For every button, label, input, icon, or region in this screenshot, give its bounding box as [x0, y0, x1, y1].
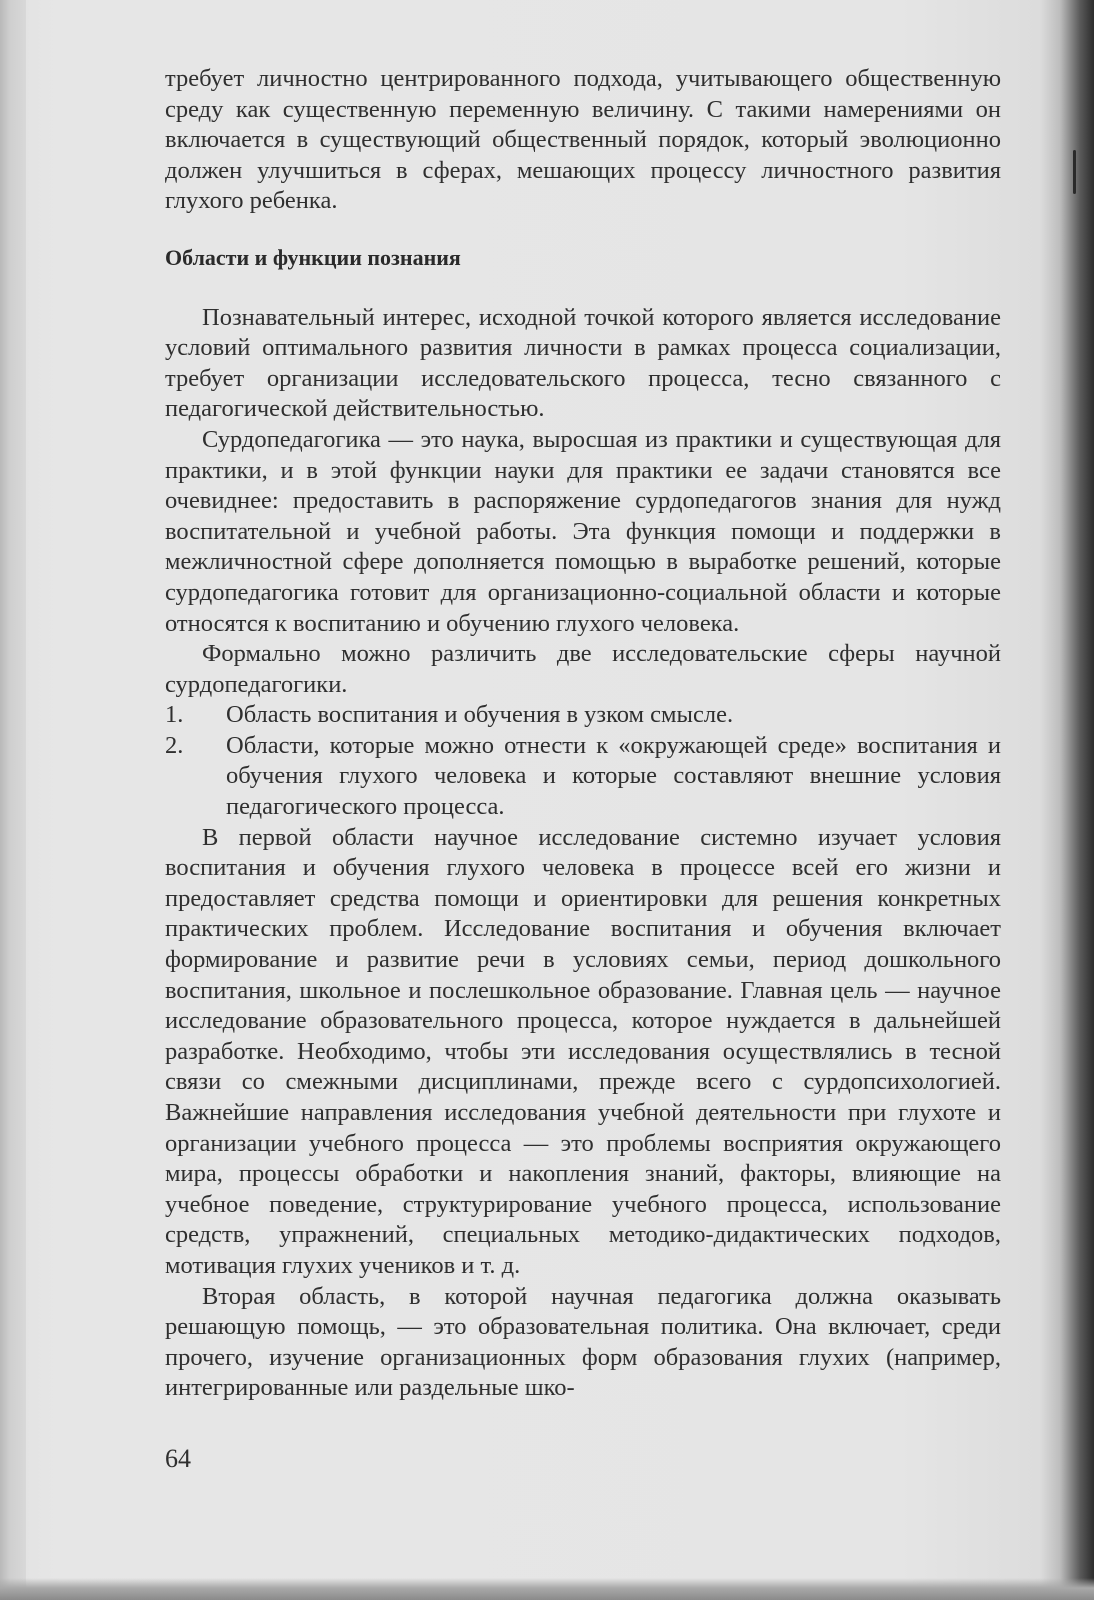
book-binding-edge — [0, 0, 26, 1600]
section-heading: Области и функции познания — [165, 244, 461, 270]
paragraph: Познавательный интерес, исходной точкой которого является исследование условий оптимального развития личности в рамках процесса социализации, требует организации исследовательского процесса, тесно связанного с педагогической действительностью. — [165, 303, 1001, 423]
list-item-number: 2. — [165, 731, 184, 759]
page-number: 64 — [165, 1444, 191, 1473]
numbered-list — [165, 700, 1001, 822]
paragraph: В первой области научное исследование системно изучает условия воспитания и обучения глухого человека в процессе всей его жизни и предоставляет средства помощи и ориентировки для решения конкретных практических проблем. Исследование воспитания и обучения включает формирование и развитие речи в условиях семьи, период дошкольного воспитания, школьное и послешкольное образование. Главная цель — научное исследование образовательного процесса, которое нуждается в дальнейшей разработке. Необходимо, чтобы эти исследования осуществлялись в тесной связи со смежными дисциплинами, прежде всего с сурдопсихологией. Важнейшие направления исследования учебной деятельности при глухоте и организации учебного процесса — это проблемы восприятия окружающего мира, процессы обработки и накопления знаний, факторы, влияющие на учебное поведение, структурирование учебного процесса, использование средств, упражнений, специальных методико-дидактических подходов, мотивация глухих учеников и т. д. — [165, 823, 1001, 1279]
paragraph: Формально можно различить две исследовательские сферы научной сурдопедагогики. — [165, 640, 1001, 698]
opening-paragraph: требует личностно центрированного подхода, учитывающего общественную среду как существенную переменную величину. С такими намерениями он включается в существующий общественный порядок, который эволюционно должен улучшиться в сферах, мешающих процессу личностного развития глухого ребенка. — [165, 65, 1001, 215]
list-item — [165, 731, 1001, 823]
page-bottom-shadow — [0, 1578, 1094, 1600]
margin-mark — [1073, 150, 1076, 194]
paragraph: Сурдопедагогика — это наука, выросшая из практики и существующая для практики, и в этой функции науки для практики ее задачи становятся все очевиднее: предоставить в распоряжение сурдопедагогов знания для нужд воспитательной и учебной работы. Эта функция помощи и поддержки в межличностной сфере дополняется помощью в выработке решений, которые сурдопедагогика готовит для организационно-социальной области и которые относятся к воспитанию и обучению глухого человека. — [165, 425, 1001, 637]
list-item-text: Область воспитания и обучения в узком смысле. — [226, 701, 734, 729]
list-item-number: 1. — [165, 701, 184, 729]
list-item-text: Области, которые можно отнести к «окружающей среде» воспитания и обучения глухого человека и которые составляют внешние условия педагогического процесса. — [226, 731, 1001, 821]
paragraph: Вторая область, в которой научная педагогика должна оказывать решающую помощь, — это образовательная политика. Она включает, среди прочего, изучение организационных форм образования глухих (например, интегрированные или раздельные шко- — [165, 1282, 1001, 1402]
list-item — [165, 700, 1001, 731]
page-text — [165, 64, 1001, 1404]
